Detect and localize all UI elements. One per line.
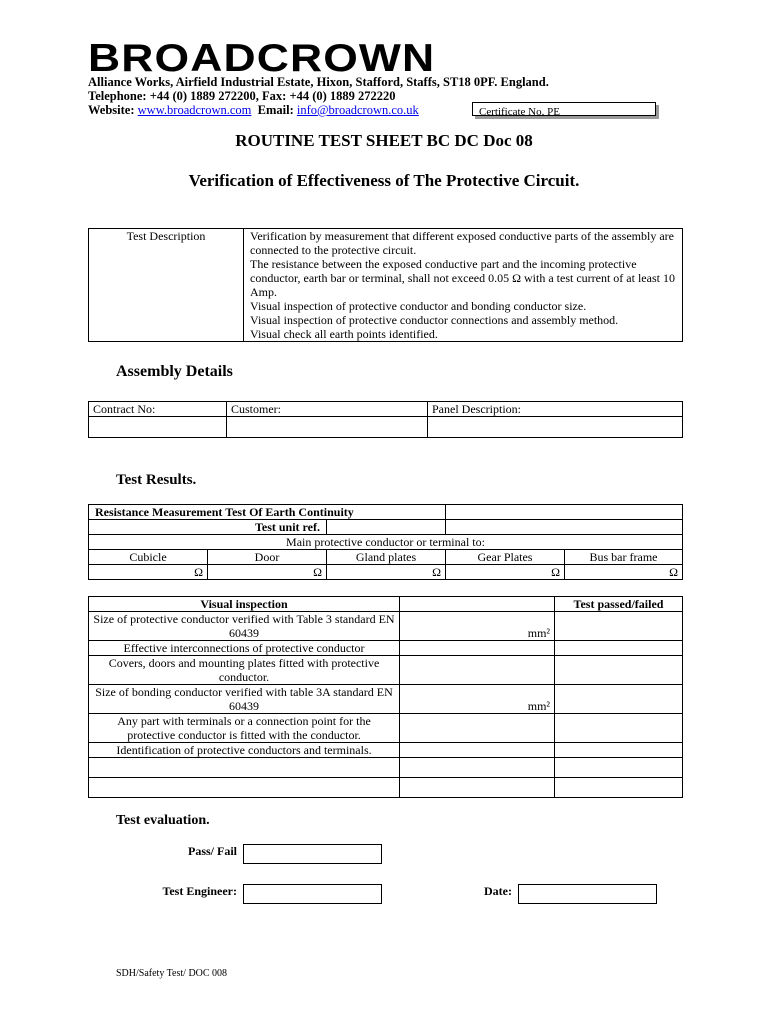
cubicle-value[interactable]: Ω: [89, 565, 208, 580]
test-unit-ref-label: Test unit ref.: [89, 520, 327, 535]
column-gear-plates: Gear Plates: [446, 550, 565, 565]
visual-row-result[interactable]: [555, 714, 683, 743]
description-line: Visual inspection of protective conductor connections and assembly method.: [250, 313, 619, 327]
company-web-line: [88, 103, 419, 117]
page-subtitle: Verification of Effectiveness of The Protective Circuit.: [188, 171, 580, 190]
visual-row-result[interactable]: [555, 758, 683, 778]
company-phone: Telephone: +44 (0) 1889 272200, Fax: +44 (0) 1889 272220: [88, 89, 396, 103]
visual-row-label: Effective interconnections of protective conductor: [89, 641, 400, 656]
column-door: Door: [208, 550, 327, 565]
test-passed-header: Test passed/failed: [555, 597, 683, 612]
column-bus-bar-frame: Bus bar frame: [565, 550, 683, 565]
company-address: Alliance Works, Airfield Industrial Estate, Hixon, Stafford, Staffs, ST18 0PF. England.: [88, 75, 549, 89]
visual-inspection-header: Visual inspection: [89, 597, 400, 612]
test-description-text: [244, 229, 683, 342]
date-label: Date:: [484, 884, 512, 898]
contract-label: Contract No:: [89, 402, 227, 417]
visual-row-value[interactable]: [400, 641, 555, 656]
description-line: The resistance between the exposed conductive part and the incoming protective conductor, earth bar or terminal, shall not exceed 0.05 Ω with a test current of at least 10 Amp.: [250, 257, 675, 299]
visual-row-value[interactable]: [400, 758, 555, 778]
pass-fail-label: Pass/ Fail: [187, 844, 237, 858]
email-label: Email:: [257, 103, 294, 117]
contract-input[interactable]: [89, 417, 227, 438]
visual-row-label[interactable]: [89, 758, 400, 778]
visual-row-result[interactable]: [555, 743, 683, 758]
bus-bar-frame-value[interactable]: Ω: [565, 565, 683, 580]
test-unit-ref-input[interactable]: [327, 520, 446, 535]
customer-input[interactable]: [227, 417, 428, 438]
company-logo: BROADCROWN: [88, 37, 436, 80]
test-description-label: Test Description: [89, 229, 244, 342]
visual-row-value[interactable]: [400, 778, 555, 798]
visual-row-label: Size of bonding conductor verified with table 3A standard EN 60439: [89, 685, 400, 714]
website-link[interactable]: www.broadcrown.com: [137, 103, 252, 117]
assembly-heading: Assembly Details: [116, 363, 233, 380]
date-input[interactable]: [518, 884, 657, 904]
pass-fail-input[interactable]: [243, 844, 382, 864]
main-conductor-label: Main protective conductor or terminal to:: [89, 535, 683, 550]
visual-row-label: Identification of protective conductors and terminals.: [89, 743, 400, 758]
visual-row-result[interactable]: [555, 656, 683, 685]
results-heading: Test Results.: [116, 472, 197, 488]
footer-reference: SDH/Safety Test/ DOC 008: [116, 968, 228, 979]
door-value[interactable]: Ω: [208, 565, 327, 580]
visual-row-label: Size of protective conductor verified with Table 3 standard EN 60439: [89, 612, 400, 641]
visual-row-value[interactable]: [400, 656, 555, 685]
page-title: ROUTINE TEST SHEET BC DC Doc 08: [235, 131, 533, 150]
gland-plates-value[interactable]: Ω: [327, 565, 446, 580]
website-label: Website:: [88, 103, 135, 117]
certificate-number-box[interactable]: Certificate No. PE: [472, 102, 656, 116]
visual-row-label[interactable]: [89, 778, 400, 798]
visual-row-value[interactable]: [400, 743, 555, 758]
customer-label: Customer:: [227, 402, 428, 417]
test-description-table: [88, 228, 683, 342]
resistance-table: [88, 504, 683, 580]
column-gland-plates: Gland plates: [327, 550, 446, 565]
assembly-table: [88, 401, 683, 438]
visual-row-result[interactable]: [555, 685, 683, 714]
visual-row-result[interactable]: [555, 778, 683, 798]
visual-row-value[interactable]: mm²: [400, 685, 555, 714]
visual-row-value[interactable]: mm²: [400, 612, 555, 641]
test-unit-ref-blank: [446, 520, 683, 535]
email-link[interactable]: info@broadcrown.co.uk: [296, 103, 419, 117]
visual-inspection-table: [88, 596, 683, 798]
description-line: Visual check all earth points identified.: [250, 327, 438, 341]
test-engineer-input[interactable]: [243, 884, 382, 904]
evaluation-heading: Test evaluation.: [116, 813, 210, 828]
visual-row-label: Covers, doors and mounting plates fitted with protective conductor.: [89, 656, 400, 685]
visual-value-header: [400, 597, 555, 612]
resistance-blank: [446, 505, 683, 520]
test-engineer-label: Test Engineer:: [162, 884, 237, 898]
description-line: Verification by measurement that different exposed conductive parts of the assembly are connected to the protective circuit.: [250, 229, 674, 257]
description-line: Visual inspection of protective conductor and bonding conductor size.: [250, 299, 587, 313]
visual-row-result[interactable]: [555, 641, 683, 656]
resistance-title: Resistance Measurement Test Of Earth Continuity: [89, 505, 446, 520]
panel-input[interactable]: [428, 417, 683, 438]
visual-row-result[interactable]: [555, 612, 683, 641]
panel-label: Panel Description:: [428, 402, 683, 417]
visual-row-value[interactable]: [400, 714, 555, 743]
column-cubicle: Cubicle: [89, 550, 208, 565]
visual-row-label: Any part with terminals or a connection point for the protective conductor is fitted with the conductor.: [89, 714, 400, 743]
gear-plates-value[interactable]: Ω: [446, 565, 565, 580]
